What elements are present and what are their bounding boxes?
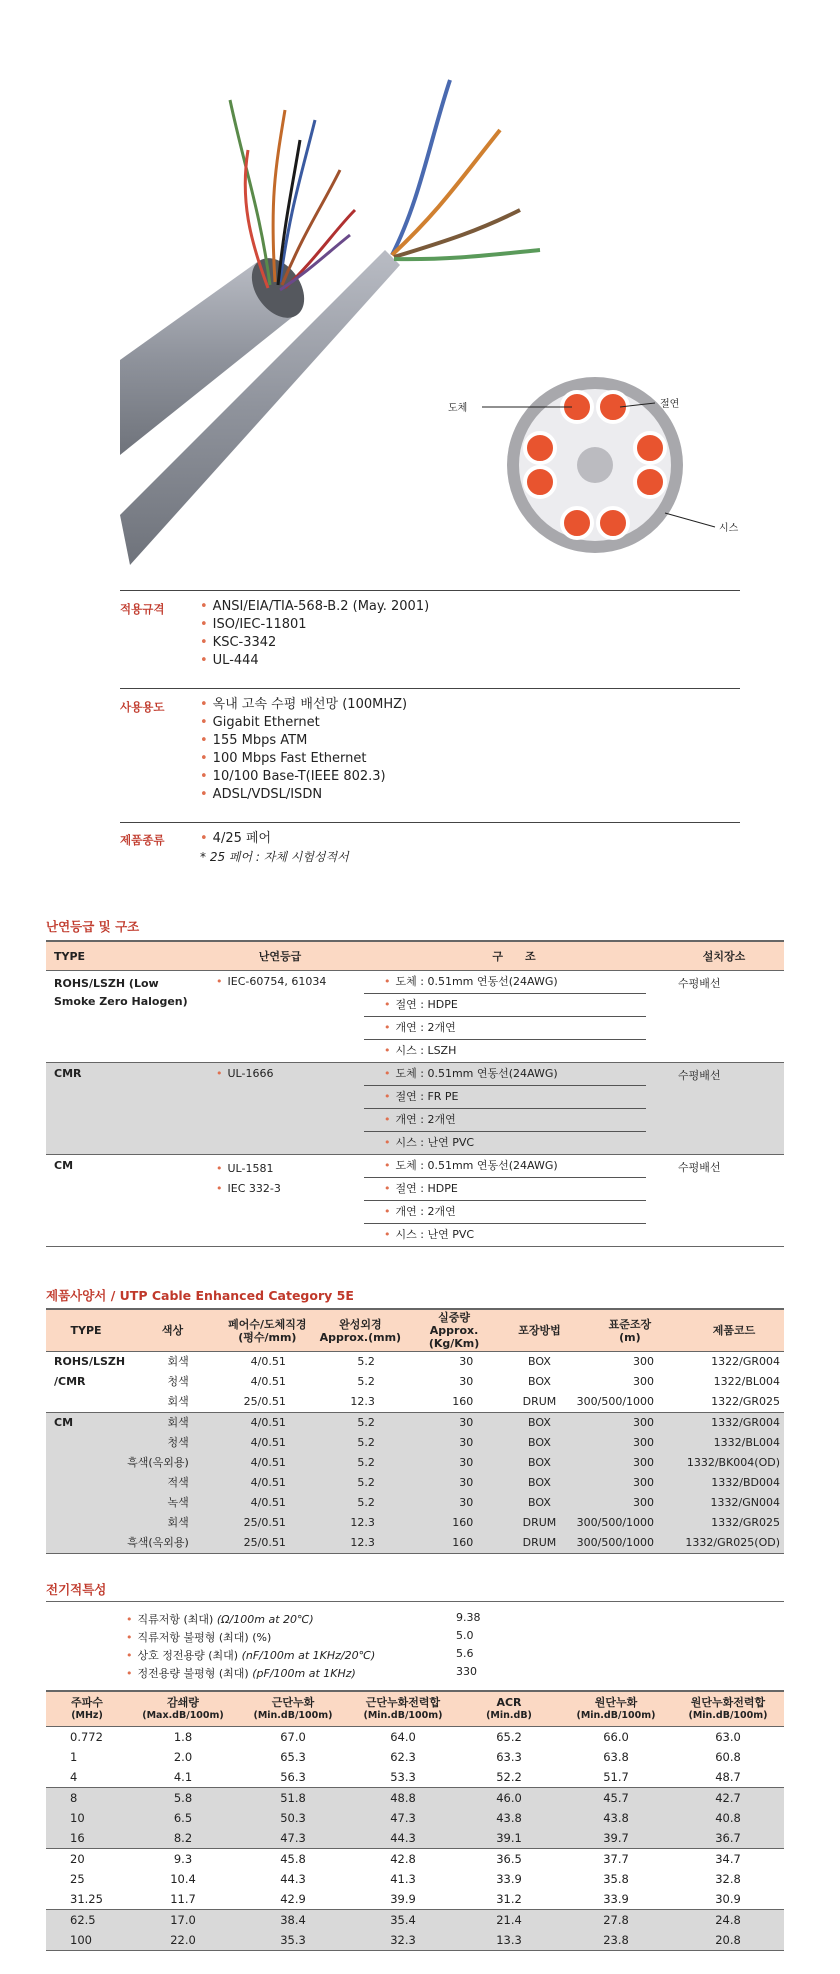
table-row	[46, 1352, 784, 1373]
table-cell: 21.4	[458, 1910, 560, 1931]
col-header-sub: (Min.dB/100m)	[688, 1710, 768, 1721]
spec-label-products: 제품종류	[120, 833, 165, 847]
list-item: • 155 Mbps ATM	[200, 733, 308, 748]
divider	[120, 822, 740, 823]
col-header	[458, 1691, 560, 1727]
table-row	[46, 1910, 784, 1931]
table-cell: DRUM	[503, 1533, 575, 1554]
table-cell: 청색	[167, 1436, 189, 1449]
table-row	[46, 1453, 784, 1473]
table-cell: BOX	[528, 1476, 551, 1489]
table-cell: BOX	[528, 1375, 551, 1388]
table-cell: 160	[452, 1516, 474, 1529]
table-cell: 10.4	[170, 1872, 196, 1886]
table-cell: 17.0	[128, 1910, 238, 1931]
table-cell: 66.0	[603, 1730, 629, 1744]
electrical-item	[126, 1647, 375, 1663]
col-header	[672, 1691, 784, 1727]
label-sheath: 시스	[719, 523, 739, 534]
col-header-main: 포장방법	[518, 1324, 561, 1337]
table-cell: 4/0.51	[250, 1456, 286, 1469]
table-cell: 300	[633, 1436, 655, 1449]
table-cell: BOX	[528, 1456, 551, 1469]
table-cell: 300	[633, 1496, 655, 1509]
col-header-sub: Approx.(mm)	[319, 1330, 402, 1344]
type-cell: /CMR	[54, 1375, 86, 1388]
table-row: CMR • UL-1666 • 도체 : 0.51mm 연동선(24AWG) • 절연 : FR PE • 개연 : 2개연 • 시스 : 난연 PVC 수평배선	[46, 1063, 784, 1155]
table-cell: DRUM	[522, 1516, 557, 1529]
table-cell: 300/500/1000	[576, 1516, 655, 1529]
col-header-sub: (Min.dB/100m)	[253, 1710, 333, 1721]
spec-note: * 25 페어 : 자체 시험성적서	[200, 850, 349, 864]
table-cell: 25/0.51	[243, 1516, 286, 1529]
table-row	[46, 1828, 784, 1849]
table-cell: 회색	[126, 1352, 219, 1373]
table-cell: 37.7	[603, 1852, 629, 1866]
col-header-main: 원단누화	[594, 1696, 638, 1709]
cross-section-diagram	[448, 377, 739, 553]
col-header	[503, 1309, 575, 1352]
table-cell: 1322/GR025	[684, 1392, 784, 1413]
type-cell	[46, 1473, 126, 1493]
table-cell: 160	[405, 1533, 503, 1554]
table-row: CM • UL-1581 • IEC 332-3 • 도체 : 0.51mm 연동선(24AWG) • 절연 : HDPE • 개연 : 2개연 • 시스 : 난연 PVC 수평배선	[46, 1155, 784, 1247]
col-header-main: 원단누화전력합	[690, 1696, 766, 1709]
table-cell: 8	[46, 1788, 128, 1809]
table-cell: 51.7	[603, 1770, 629, 1784]
table-row	[46, 1392, 784, 1413]
col-header	[316, 1309, 405, 1352]
table-cell: 65.3	[280, 1750, 306, 1764]
col-header-main: ACR	[496, 1696, 522, 1709]
table-cell: 2.0	[173, 1750, 193, 1764]
electrical-unit: (pF/100m at 1KHz)	[252, 1667, 356, 1680]
divider	[120, 688, 740, 689]
table-cell: 63.3	[496, 1750, 522, 1764]
table-cell: 63.0	[715, 1730, 741, 1744]
list-item: • 10/100 Base-T(IEEE 802.3)	[200, 769, 386, 784]
table-cell: 42.8	[390, 1852, 416, 1866]
table-cell: 4.1	[173, 1770, 193, 1784]
table-cell: DRUM	[503, 1392, 575, 1413]
list-item: • ADSL/VDSL/ISDN	[200, 787, 323, 802]
table-cell: 8.2	[128, 1828, 238, 1849]
table-cell: 42.7	[672, 1788, 784, 1809]
table-cell: 67.0	[280, 1730, 306, 1744]
col-header-sub: (Min.dB/100m)	[363, 1710, 443, 1721]
type-cell	[46, 1453, 126, 1473]
table-cell: 4	[70, 1770, 78, 1784]
col-header-main: 감쇄량	[167, 1696, 199, 1709]
electrical-value: 330	[456, 1665, 477, 1678]
type-cell	[46, 1533, 126, 1554]
table-cell: 35.4	[348, 1910, 458, 1931]
table-row	[46, 1930, 784, 1951]
col-header	[128, 1691, 238, 1727]
table-cell: 300	[576, 1413, 684, 1434]
table-cell: 20	[70, 1852, 85, 1866]
list-item: • KSC-3342	[200, 635, 277, 650]
table-cell: 36.7	[672, 1828, 784, 1849]
table-cell: 10	[46, 1808, 128, 1828]
table-cell: 39.7	[560, 1828, 672, 1849]
table-cell: 31.2	[496, 1892, 522, 1906]
table-cell: 62.3	[390, 1750, 416, 1764]
table-cell: 25/0.51	[219, 1392, 316, 1413]
table-cell: 회색	[126, 1392, 219, 1413]
table-cell: 24.8	[672, 1910, 784, 1931]
table-cell: 27.8	[560, 1910, 672, 1931]
table-cell: 300/500/1000	[576, 1392, 684, 1413]
section-title-electrical: 전기적특성	[46, 1582, 107, 1597]
col-header-main: 페어수/도체직경	[228, 1317, 307, 1331]
col-header	[46, 1691, 128, 1727]
divider	[120, 590, 740, 591]
table-cell: 36.5	[496, 1852, 522, 1866]
col-header-main: 근단누화	[271, 1696, 315, 1709]
col-header-main: 제품코드	[712, 1324, 756, 1337]
spec-label-standards: 적용규격	[120, 602, 165, 616]
table-cell: 33.9	[496, 1872, 522, 1886]
table-cell: 4/0.51	[219, 1413, 316, 1434]
col-header	[684, 1309, 784, 1352]
table-cell: 56.3	[280, 1770, 306, 1784]
table-cell: 1332/GR025(OD)	[684, 1533, 784, 1554]
table-cell: 53.3	[390, 1770, 416, 1784]
table-cell: 22.0	[128, 1930, 238, 1951]
table-cell: 녹색	[167, 1496, 189, 1509]
col-header	[126, 1309, 219, 1352]
table-cell: 1322/BL004	[713, 1375, 780, 1388]
list-item: • 100 Mbps Fast Ethernet	[200, 751, 367, 766]
table-cell: 31.25	[70, 1892, 103, 1906]
table-cell: 1332/GR025	[711, 1516, 780, 1529]
label-conductor: 도체	[448, 403, 468, 414]
flame-structure-table	[46, 940, 784, 1247]
table-cell: BOX	[503, 1413, 575, 1434]
table-cell: 45.7	[560, 1788, 672, 1809]
table-cell: 46.0	[458, 1788, 560, 1809]
spec-list-products	[200, 830, 349, 866]
col-header-main: 색상	[161, 1324, 184, 1337]
type-cell: CMR	[46, 1063, 196, 1155]
col-header-sub: (Min.dB/100m)	[576, 1710, 656, 1721]
table-cell: 1332/BL004	[713, 1436, 780, 1449]
col-header	[46, 1309, 126, 1352]
electrical-unit: (Ω/100m at 20℃)	[216, 1613, 314, 1626]
bullet: •	[126, 1631, 133, 1644]
electrical-item	[126, 1611, 314, 1627]
type-cell: CM	[46, 1413, 126, 1434]
table-cell: 1332/GR004	[684, 1413, 784, 1434]
label-insulation: 절연	[660, 399, 680, 410]
table-row	[46, 1788, 784, 1809]
table-cell: 4/0.51	[250, 1496, 286, 1509]
table-row	[46, 1433, 784, 1453]
table-cell: 35.3	[238, 1930, 348, 1951]
col-header-main: 근단누화전력합	[365, 1696, 441, 1709]
table-cell: 12.3	[316, 1392, 405, 1413]
section-title-flame: 난연등급 및 구조	[46, 919, 140, 934]
table-row	[46, 1372, 784, 1392]
table-cell: 300	[576, 1352, 684, 1373]
table-row	[46, 1413, 784, 1434]
list-item: • ISO/IEC-11801	[200, 617, 307, 632]
table-cell: 35.8	[603, 1872, 629, 1886]
table-cell: 20.8	[672, 1930, 784, 1951]
col-header	[238, 1691, 348, 1727]
col-header-main: 주파수	[71, 1696, 103, 1709]
table-cell: 47.3	[348, 1808, 458, 1828]
type-cell: ROHS/LSZH (Low Smoke Zero Halogen)	[54, 977, 188, 1008]
table-cell: 41.3	[390, 1872, 416, 1886]
table-cell: 48.7	[715, 1770, 741, 1784]
electrical-value: 5.6	[456, 1647, 474, 1660]
table-cell: 300	[633, 1375, 655, 1388]
bullet: •	[126, 1613, 133, 1626]
table-row	[46, 1767, 784, 1788]
table-cell: 5.2	[357, 1496, 375, 1509]
list-item: • 옥내 고속 수평 배선망 (100MHZ)	[200, 697, 408, 712]
table-cell: 0.772	[70, 1730, 103, 1744]
col-header-sub: (평수/mm)	[238, 1330, 297, 1344]
type-cell	[46, 1392, 126, 1413]
col-header-sub: (m)	[619, 1330, 641, 1344]
table-row	[46, 1513, 784, 1533]
table-cell: 300	[633, 1476, 655, 1489]
col-header: TYPE	[46, 941, 196, 971]
table-cell: BOX	[528, 1496, 551, 1509]
list-item: • UL-444	[200, 653, 259, 668]
table-cell: 5.2	[357, 1476, 375, 1489]
table-cell: 4/0.51	[250, 1476, 286, 1489]
table-cell: 43.8	[458, 1808, 560, 1828]
table-row	[46, 1473, 784, 1493]
table-row	[46, 1849, 784, 1870]
table-row	[46, 1808, 784, 1828]
table-cell: 1322/GR004	[684, 1352, 784, 1373]
table-cell: 적색	[167, 1476, 189, 1489]
table-cell: 12.3	[316, 1533, 405, 1554]
table-cell: 30	[459, 1436, 474, 1449]
spec-list-standards	[200, 598, 429, 670]
table-cell: 25/0.51	[219, 1533, 316, 1554]
col-header-sub: (Min.dB)	[486, 1710, 532, 1721]
table-row	[46, 1493, 784, 1513]
table-cell: 43.8	[560, 1808, 672, 1828]
col-header: 설치장소	[664, 941, 784, 971]
table-cell: 회색	[126, 1413, 219, 1434]
product-spec-table	[46, 1308, 784, 1554]
table-cell: 5.2	[316, 1352, 405, 1373]
table-cell: 32.8	[715, 1872, 741, 1886]
col-header	[405, 1309, 503, 1352]
electrical-label: 정전용량 불평형 (최대)	[137, 1667, 253, 1680]
table-cell: 30	[459, 1496, 474, 1509]
table-cell: BOX	[503, 1352, 575, 1373]
col-header: 난연등급	[196, 941, 364, 971]
table-row	[46, 1727, 784, 1748]
table-row: ROHS/LSZH (Low Smoke Zero Halogen) • IEC-60754, 61034 • 도체 : 0.51mm 연동선(24AWG) • 절연 : HDPE • 개연 : 2개연 • 시스 : LSZH 수평배선	[46, 971, 784, 1063]
bullet: •	[126, 1649, 133, 1662]
table-cell: 4/0.51	[250, 1436, 286, 1449]
table-cell: 52.2	[496, 1770, 522, 1784]
table-cell: 47.3	[238, 1828, 348, 1849]
table-cell: 흑색(옥외용)	[126, 1533, 219, 1554]
table-cell: 청색	[167, 1375, 189, 1388]
table-cell: 30.9	[715, 1892, 741, 1906]
col-header	[219, 1309, 316, 1352]
table-cell: 34.7	[715, 1852, 741, 1866]
table-cell: 160	[405, 1392, 503, 1413]
table-cell: 60.8	[715, 1750, 741, 1764]
col-header: 구 조	[364, 941, 664, 971]
col-header-sub: (Max.dB/100m)	[142, 1710, 224, 1721]
electrical-value: 9.38	[456, 1611, 481, 1624]
table-cell: 흑색(옥외용)	[127, 1456, 189, 1469]
list-item: • ANSI/EIA/TIA-568-B.2 (May. 2001)	[200, 599, 430, 614]
table-cell: 16	[46, 1828, 128, 1849]
table-cell: 1332/GN004	[710, 1496, 780, 1509]
type-cell: CM	[54, 1159, 74, 1172]
electrical-item	[126, 1665, 356, 1681]
table-cell: 5.2	[316, 1413, 405, 1434]
table-cell: 1.8	[173, 1730, 193, 1744]
list-item: • 4/25 페어	[200, 831, 272, 846]
col-header	[348, 1691, 458, 1727]
type-cell	[46, 1493, 126, 1513]
type-cell	[46, 1433, 126, 1453]
table-cell: 5.2	[357, 1456, 375, 1469]
electrical-label: 직류저항 불평형 (최대) (%)	[137, 1631, 272, 1644]
table-cell: 30	[405, 1352, 503, 1373]
col-header	[576, 1309, 684, 1352]
electrical-label: 상호 정전용량 (최대)	[137, 1649, 242, 1662]
table-cell: 4/0.51	[250, 1375, 286, 1388]
bullet: •	[126, 1667, 133, 1680]
table-cell: 39.1	[458, 1828, 560, 1849]
electrical-unit: (nF/100m at 1KHz/20℃)	[241, 1649, 376, 1662]
table-cell: 38.4	[238, 1910, 348, 1931]
table-cell: 51.8	[238, 1788, 348, 1809]
table-cell: 6.5	[128, 1808, 238, 1828]
table-cell: 32.3	[348, 1930, 458, 1951]
table-cell: 62.5	[46, 1910, 128, 1931]
spec-list-usage	[200, 696, 407, 804]
table-cell: 30	[405, 1413, 503, 1434]
table-cell: 1	[70, 1750, 78, 1764]
table-cell: 39.9	[390, 1892, 416, 1906]
table-cell: 1332/BD004	[711, 1476, 780, 1489]
table-cell: 64.0	[390, 1730, 416, 1744]
table-cell: 33.9	[603, 1892, 629, 1906]
cable-product-illustration	[120, 60, 740, 580]
col-header	[560, 1691, 672, 1727]
table-cell: 30	[459, 1375, 474, 1388]
table-row	[46, 1747, 784, 1767]
table-cell: 44.3	[280, 1872, 306, 1886]
table-cell: 25	[70, 1872, 85, 1886]
table-cell: 100	[46, 1930, 128, 1951]
table-cell: 5.2	[357, 1375, 375, 1388]
table-cell: 44.3	[348, 1828, 458, 1849]
col-header-main: TYPE	[70, 1324, 102, 1337]
table-row	[46, 1533, 784, 1554]
table-cell: 12.3	[350, 1516, 375, 1529]
table-cell: 48.8	[348, 1788, 458, 1809]
table-row	[46, 1869, 784, 1889]
col-header-sub: Approx.(Kg/Km)	[428, 1324, 480, 1350]
table-cell: 63.8	[603, 1750, 629, 1764]
table-cell: 23.8	[560, 1930, 672, 1951]
table-cell: 65.2	[496, 1730, 522, 1744]
electrical-value: 5.0	[456, 1629, 474, 1642]
table-cell: 50.3	[238, 1808, 348, 1828]
table-cell: 5.2	[357, 1436, 375, 1449]
table-cell: 4/0.51	[219, 1352, 316, 1373]
spec-label-usage: 사용용도	[120, 700, 165, 714]
type-cell: ROHS/LSZH	[46, 1352, 126, 1373]
table-cell: 300	[633, 1456, 655, 1469]
table-cell: 회색	[167, 1516, 189, 1529]
table-cell: 42.9	[280, 1892, 306, 1906]
table-cell: 40.8	[672, 1808, 784, 1828]
table-cell: 5.8	[128, 1788, 238, 1809]
table-cell: 11.7	[170, 1892, 196, 1906]
divider	[46, 1601, 784, 1602]
section-title-product: 제품사양서 / UTP Cable Enhanced Category 5E	[46, 1288, 354, 1303]
list-item: • Gigabit Ethernet	[200, 715, 320, 730]
table-cell: 45.8	[280, 1852, 306, 1866]
frequency-table	[46, 1690, 784, 1951]
col-header-main: 실중량	[438, 1311, 471, 1324]
col-header-sub: (MHz)	[71, 1710, 103, 1721]
table-cell: 30	[459, 1456, 474, 1469]
table-row	[46, 1889, 784, 1910]
table-cell: 300/500/1000	[576, 1533, 684, 1554]
table-cell: 13.3	[458, 1930, 560, 1951]
table-cell: 9.3	[173, 1852, 193, 1866]
table-cell: BOX	[528, 1436, 551, 1449]
electrical-item	[126, 1629, 271, 1645]
table-cell: 1332/BK004(OD)	[686, 1456, 780, 1469]
table-cell: 30	[459, 1476, 474, 1489]
col-header-main: 표준조장	[608, 1317, 652, 1331]
col-header-main: 완성외경	[339, 1317, 382, 1331]
electrical-label: 직류저항 (최대)	[137, 1613, 217, 1626]
type-cell	[46, 1513, 126, 1533]
